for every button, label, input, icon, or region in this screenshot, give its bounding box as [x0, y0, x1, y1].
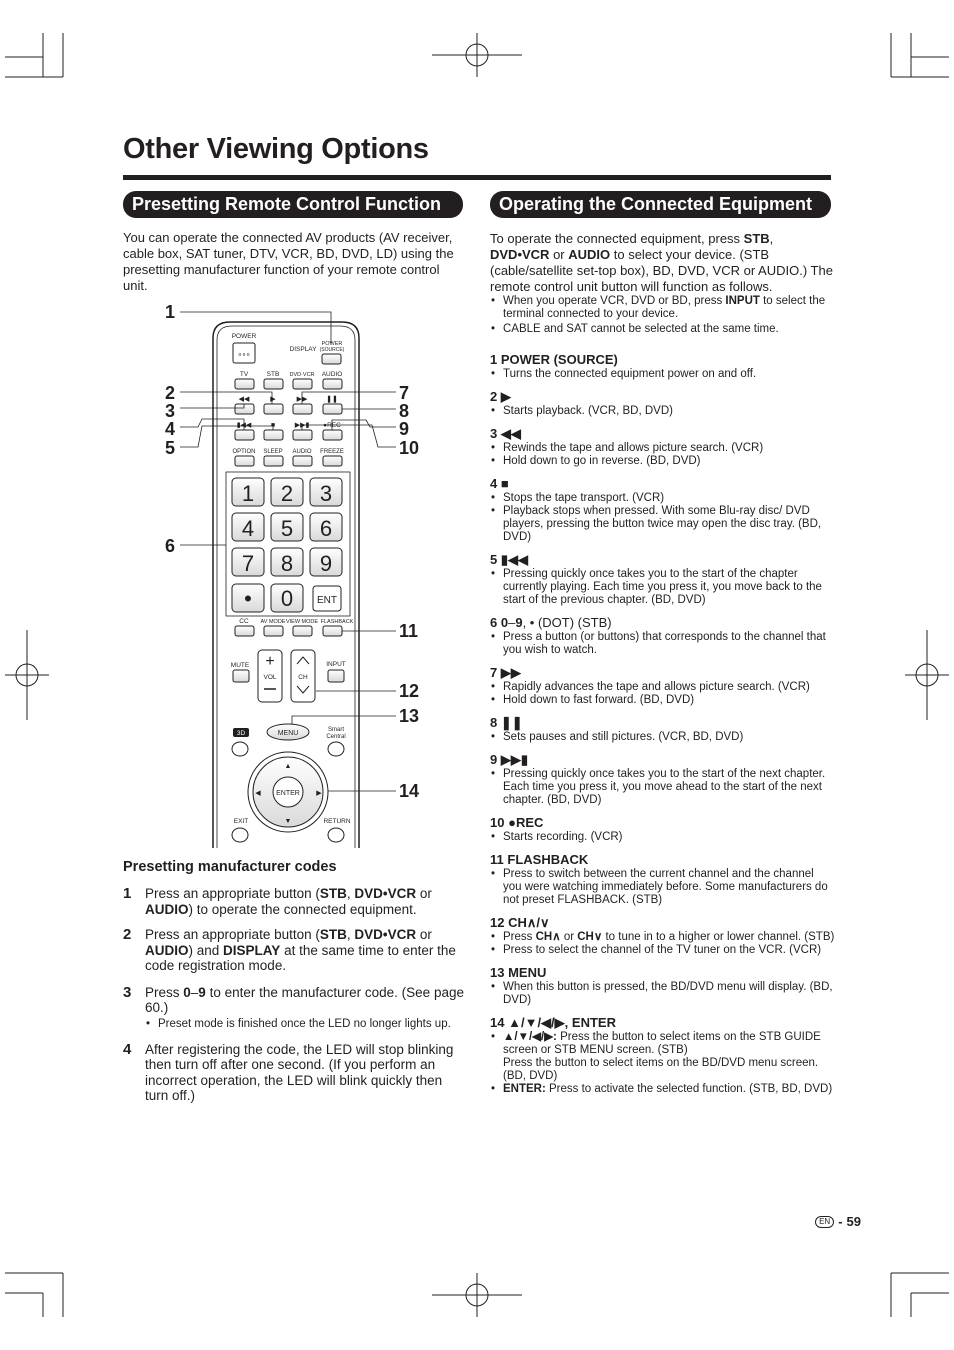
svg-text:▲: ▲	[284, 763, 292, 770]
svg-text:SLEEP: SLEEP	[263, 449, 283, 455]
svg-text:▮◀◀: ▮◀◀	[236, 422, 252, 429]
svg-text:3: 3	[319, 481, 333, 506]
svg-text:ENT: ENT	[317, 595, 337, 606]
item-7-heading: 7 ▶▶	[490, 665, 521, 680]
step-2: 2 Press an appropriate button (STB, DVD•VCR or AUDIO) and DISPLAY at the same time to enter the code registration mode.	[123, 926, 456, 973]
svg-text:1: 1	[241, 481, 255, 506]
item-12-heading: 12 CH∧/∨	[490, 915, 550, 930]
title-rule	[123, 175, 831, 180]
callout-4: 4	[165, 419, 176, 439]
callout-6: 6	[165, 536, 176, 556]
remote-control-illustration	[160, 300, 430, 848]
svg-text:(SOURCE): (SOURCE)	[319, 347, 345, 353]
item-11-heading: 11 FLASHBACK	[490, 852, 589, 867]
callout-9: 9	[399, 419, 410, 439]
callout-5: 5	[165, 438, 176, 458]
fast-forward-icon: ▶▶	[500, 665, 521, 680]
step-3: 3 Press 0–9 to enter the manufacturer code. (See page 60.) • Preset mode is finished once the LED no longer lights up.	[123, 985, 465, 1031]
callout-8: 8	[399, 401, 410, 421]
callout-2: 2	[165, 383, 176, 403]
svg-text:FREEZE: FREEZE	[320, 449, 344, 455]
pause-icon: ❚❚	[500, 715, 523, 730]
item-14-heading: 14 ▲/▼/◀/▶, ENTER	[490, 1015, 616, 1030]
svg-text:FLASHBACK: FLASHBACK	[320, 619, 354, 625]
svg-text:◀◀: ◀◀	[238, 396, 250, 403]
svg-text:o o o: o o o	[238, 352, 250, 358]
svg-text:POWER: POWER	[321, 341, 343, 347]
presetting-intro: You can operate the connected AV products (AV receiver, cable box, SAT tuner, DTV, VCR, BD, DVD, LD) using the presetting manufacturer function of your remote control unit.	[123, 230, 454, 293]
svg-text:RETURN: RETURN	[323, 818, 351, 825]
callout-14: 14	[399, 781, 420, 801]
svg-text:▶▶: ▶▶	[296, 396, 308, 403]
rewind-icon: ◀◀	[500, 426, 521, 441]
operating-intro: To operate the connected equipment, press STB, DVD•VCR or AUDIO to select your device. (STB (cable/satellite set-top box), BD, DVD, VCR or AUDIO.) The remote control unit button will function as follows.	[490, 231, 833, 294]
item-1-heading: 1 POWER (SOURCE)	[490, 352, 618, 367]
svg-text:CC: CC	[239, 618, 249, 625]
intro-note-1: • When you operate VCR, DVD or BD, press INPUT to select the terminal connected to your device.	[490, 295, 835, 321]
svg-text:ENTER: ENTER	[276, 790, 300, 797]
svg-text:OPTION: OPTION	[232, 449, 256, 455]
step-1: 1 Press an appropriate button (STB, DVD•VCR or AUDIO) to operate the connected equipment.	[123, 885, 432, 917]
svg-text:7: 7	[241, 551, 255, 576]
page-number: 59	[846, 1214, 861, 1229]
language-badge: EN	[815, 1216, 834, 1228]
svg-text:AV MODE: AV MODE	[260, 619, 286, 625]
svg-text:3D: 3D	[236, 730, 246, 737]
svg-text:4: 4	[241, 516, 255, 541]
codes-steps	[123, 886, 465, 1104]
svg-text:CH: CH	[298, 674, 308, 681]
item-6-heading: 6 0–9, • (DOT) (STB)	[490, 615, 612, 630]
svg-text:MUTE: MUTE	[230, 662, 250, 669]
svg-text:Smart: Smart	[327, 727, 345, 733]
svg-text:•: •	[244, 586, 252, 611]
svg-text:9: 9	[319, 551, 333, 576]
svg-text:INPUT: INPUT	[326, 661, 346, 668]
svg-text:■: ■	[270, 422, 276, 429]
operating-body: To operate the connected equipment, press STB, DVD•VCR or AUDIO to select your device. (STB (cable/satellite set-top box), BD, DVD, VCR or AUDIO.) The remote control unit button will function as follows. • When you operate VCR, DVD or BD, press INPUT to select the terminal connected to your device. • CABLE and SAT cannot be selected at the same time. 1 POWER (SOURCE) • Turns the connected equipment power on and off. 2 ▶ • Starts playback. (VCR, BD, DVD) 3 ◀◀ • Rewinds the tape and allows picture search. (VCR) • Hold down to go in reverse. (BD, DVD) 4 ■ • Stops the tape transport. (VCR) • Playback stops when pressed. With some Blu-ray disc/ DVD players, pressing the button twice may open the disc tray. (BD, DVD) 5 ▮◀◀ • Pressing quickly once takes you to the start of the chapter currently playing. Each time you press it, you move back to the start of the previous chapter. (BD, DVD) 6 0–9, • (DOT) (STB) • Press a button (or buttons) that corresponds to the channel that you wish to watch. 7 ▶▶ • Rapidly advances the tape and allows picture search. (VCR) • Hold down to fast forward. (BD, DVD) 8 ❚❚ • Sets pauses and still pictures. (VCR, BD, DVD) 9 ▶▶▮ • Pressing quickly once takes you to the start of the next chapter. Each time you press it, you move ahead to the start of the next chapter. (BD, DVD) 10 ●REC • Starts recording. (VCR) 11 FLASHBACK • Press to switch between the current channel and the channel you were watching immediately before. Some manufacturers do not preset FLASHBACK. (STB) 12 CH∧/∨ • Press CH∧ or CH∨ to tune in to a higher or lower channel. (STB) • Press to select the channel of the TV tuner on the VCR. (VCR) 13 MENU • When this button is pressed, the BD/DVD menu will display. (BD, DVD) 14 ▲/▼/◀/▶, ENTER • ▲/▼/◀/▶: Press the button to select items on the STB GUIDE screen or STB MENU screen. (STB) Press the button to select items on the BD/DVD menu screen. (BD, DVD) • ENTER: Press to activate the selected function. (STB, BD, DVD)	[490, 231, 835, 1096]
svg-text:DVD·VCR: DVD·VCR	[289, 372, 315, 378]
svg-text:▶: ▶	[270, 396, 276, 403]
item-2-heading: 2 ▶	[490, 389, 511, 404]
item-5-heading: 5 ▮◀◀	[490, 552, 529, 567]
item-9-heading: 9 ▶▶▮	[490, 752, 529, 767]
section-heading-presetting: Presetting Remote Control Function	[123, 191, 463, 218]
remote-power-label: POWER	[231, 333, 257, 340]
intro-note-2: • CABLE and SAT cannot be selected at the same time.	[490, 323, 835, 336]
item-4-heading: 4 ■	[490, 476, 509, 491]
svg-text:+: +	[265, 653, 275, 670]
callout-12: 12	[399, 681, 420, 701]
svg-text:▼: ▼	[284, 818, 292, 825]
svg-text:AUDIO: AUDIO	[321, 371, 343, 378]
svg-text:Central: Central	[326, 734, 346, 740]
item-10-heading: 10 ●REC	[490, 815, 544, 830]
stop-icon: ■	[500, 476, 509, 491]
skip-forward-icon: ▶▶▮	[500, 752, 529, 767]
item-13-heading: 13 MENU	[490, 965, 547, 980]
callout-11: 11	[399, 621, 419, 641]
page-footer: EN - 59	[815, 1214, 861, 1229]
item-2-note: • Starts playback. (VCR, BD, DVD)	[490, 405, 835, 418]
step-3-note: • Preset mode is finished once the LED no longer lights up.	[145, 1018, 465, 1031]
item-3-heading: 3 ◀◀	[490, 426, 521, 441]
svg-text:8: 8	[280, 551, 294, 576]
svg-text:6: 6	[319, 516, 333, 541]
svg-text:5: 5	[280, 516, 294, 541]
svg-text:VOL: VOL	[263, 674, 277, 681]
svg-text:AUDIO: AUDIO	[292, 449, 312, 455]
svg-text:●REC: ●REC	[323, 422, 341, 429]
svg-text:0: 0	[280, 586, 294, 611]
svg-text:MENU: MENU	[277, 730, 299, 737]
svg-text:▶: ▶	[316, 790, 322, 797]
svg-text:TV: TV	[239, 371, 249, 378]
svg-text:VIEW MODE: VIEW MODE	[285, 619, 319, 625]
svg-text:▶▶▮: ▶▶▮	[294, 422, 310, 429]
step-4: 4 After registering the code, the LED will stop blinking then turn off after one second. (If you perform an incorrect operation, the LED will blink quickly then turn off.)	[123, 1040, 454, 1103]
play-icon: ▶	[500, 389, 511, 404]
svg-text:2: 2	[280, 481, 294, 506]
item-8-heading: 8 ❚❚	[490, 715, 523, 730]
callout-10: 10	[399, 438, 420, 458]
callout-7: 7	[399, 383, 410, 403]
svg-text:STB: STB	[266, 371, 280, 378]
codes-heading: Presetting manufacturer codes	[123, 859, 337, 875]
svg-text:❚❚: ❚❚	[326, 396, 338, 403]
remote-display-label: DISPLAY	[289, 346, 317, 353]
page-title: Other Viewing Options	[123, 133, 429, 165]
skip-back-icon: ▮◀◀	[500, 552, 529, 567]
svg-text:EXIT: EXIT	[233, 818, 249, 825]
callout-3: 3	[165, 401, 176, 421]
callout-1: 1	[165, 302, 176, 322]
callout-13: 13	[399, 706, 420, 726]
svg-text:◀: ◀	[255, 790, 261, 797]
item-1-note: • Turns the connected equipment power on and off.	[490, 368, 835, 381]
section-heading-operating: Operating the Connected Equipment	[490, 191, 831, 218]
